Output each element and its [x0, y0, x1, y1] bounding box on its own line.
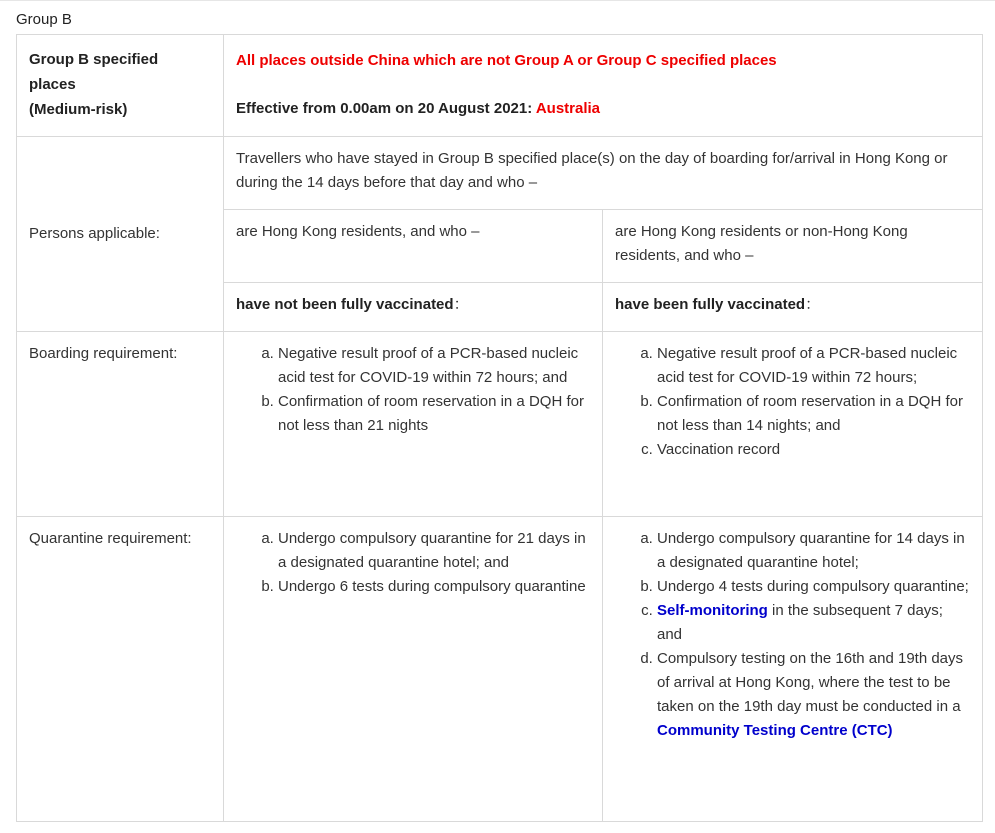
persons-label: Persons applicable: — [29, 225, 160, 242]
quarantine-label-cell — [17, 517, 224, 822]
list-item: b. Confirmation of room reservation in a DQH for not less than 21 nights — [278, 390, 590, 438]
quarantine-col2-list — [615, 527, 970, 743]
residency-col1-cell — [224, 210, 603, 283]
list-item: b. Undergo 4 tests during compulsory quarantine; — [657, 575, 970, 599]
quarantine-col2-cell — [603, 517, 983, 822]
list-item: a. Undergo compulsory quarantine for 21 days in a designated quarantine hotel; and — [278, 527, 590, 575]
effective-place: Australia — [535, 100, 601, 117]
boarding-col1-cell — [224, 332, 603, 517]
self-monitoring-rest: in the subsequent 7 days; and — [657, 602, 943, 643]
persons-intro-cell — [224, 137, 983, 210]
effective-line — [236, 97, 970, 121]
group-label-line-3: (Medium-risk) — [29, 101, 128, 118]
places-cell — [224, 35, 983, 137]
list-item: a. Undergo compulsory quarantine for 14 days in a designated quarantine hotel; — [657, 527, 970, 575]
vacc-colon-col2: ： — [805, 296, 821, 313]
list-item: c. Vaccination record — [657, 438, 970, 462]
residency-col2-cell — [603, 210, 983, 283]
persons-label-cell — [17, 137, 224, 332]
quarantine-label: Quarantine requirement: — [29, 530, 192, 547]
community-testing-centre-link[interactable]: Community Testing Centre (CTC) — [657, 722, 893, 739]
boarding-col2-list — [615, 342, 970, 462]
compulsory-testing-text: Compulsory testing on the 16th and 19th days of arrival at Hong Kong, where the test to be taken on the 19th day must be conducted in a — [657, 650, 964, 715]
top-divider — [0, 0, 995, 1]
list-item: b. Confirmation of room reservation in a DQH for not less than 14 nights; and — [657, 390, 970, 438]
boarding-row — [17, 332, 983, 517]
group-b-table — [16, 34, 983, 822]
boarding-label-cell — [17, 332, 224, 517]
vacc-status-col2: have been fully vaccinated — [615, 296, 806, 313]
persons-intro-row — [17, 137, 983, 210]
header-row — [17, 35, 983, 137]
quarantine-col1-list — [236, 527, 590, 599]
boarding-col1-list — [236, 342, 590, 438]
quarantine-col1-cell — [224, 517, 603, 822]
self-monitoring-link[interactable]: Self-monitoring — [657, 602, 768, 619]
places-description: All places outside China which are not Group A or Group C specified places — [236, 52, 777, 69]
effective-prefix: Effective from 0.00am on 20 August 2021: — [236, 100, 536, 117]
vacc-col1-cell — [224, 283, 603, 332]
list-item — [657, 647, 970, 743]
residency-col1: are Hong Kong residents, and who – — [236, 223, 480, 240]
vacc-col2-cell — [603, 283, 983, 332]
boarding-col2-cell — [603, 332, 983, 517]
section-heading: Group B — [16, 11, 72, 28]
list-item: a. Negative result proof of a PCR-based nucleic acid test for COVID-19 within 72 hours; — [657, 342, 970, 390]
list-item: b. Undergo 6 tests during compulsory quarantine — [278, 575, 590, 599]
list-item: a. Negative result proof of a PCR-based nucleic acid test for COVID-19 within 72 hours; and — [278, 342, 590, 390]
list-item — [657, 599, 970, 647]
group-label-line-1: Group B specified — [29, 51, 159, 68]
group-label-cell — [17, 35, 224, 137]
vacc-colon-col1: ： — [453, 296, 469, 313]
quarantine-row — [17, 517, 983, 822]
residency-col2: are Hong Kong residents or non-Hong Kong residents, and who – — [615, 223, 908, 264]
vacc-status-col1: have not been fully vaccinated — [236, 296, 454, 313]
persons-intro: Travellers who have stayed in Group B specified place(s) on the day of boarding for/arrival in Hong Kong or during the 14 days before that day and who – — [236, 150, 948, 191]
boarding-label: Boarding requirement: — [29, 345, 178, 362]
group-label-line-2: places — [29, 76, 76, 93]
